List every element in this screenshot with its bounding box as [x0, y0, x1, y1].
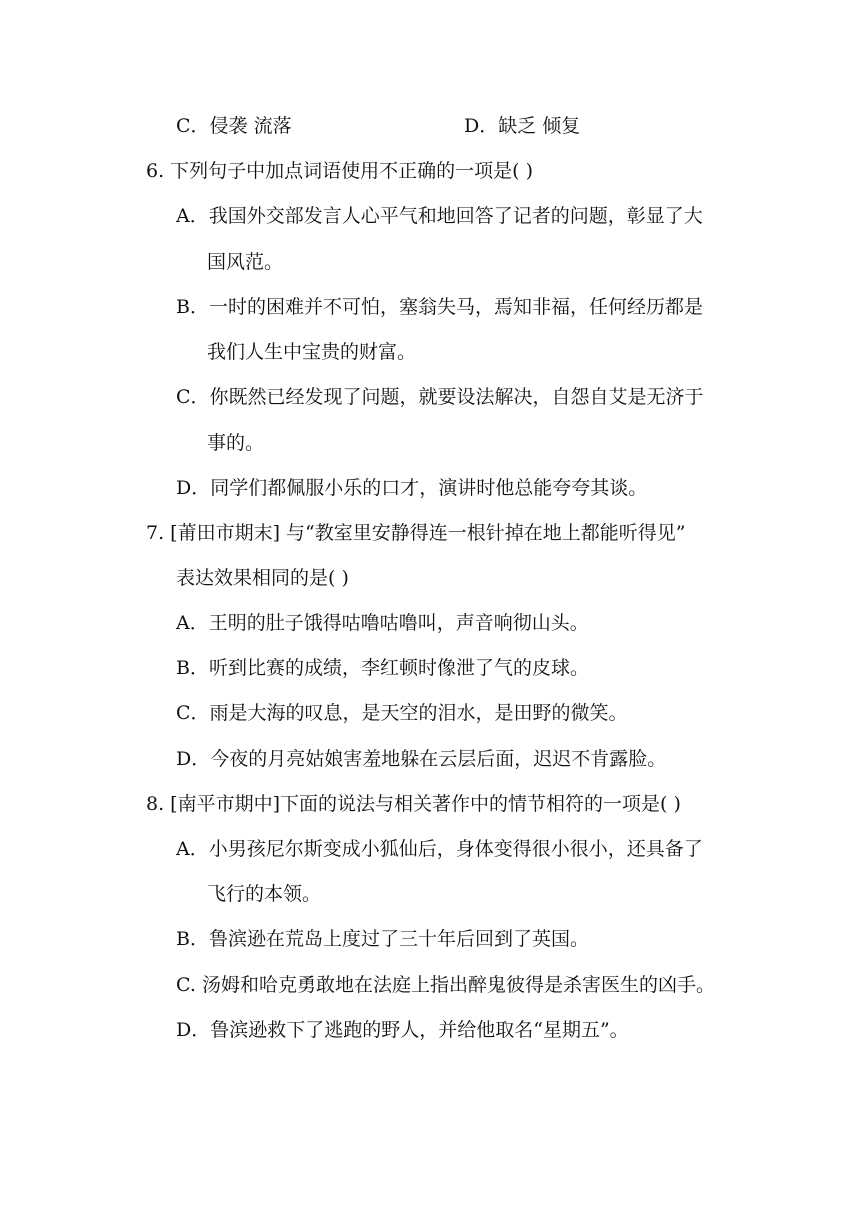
- option-6b-cont: 我们人生中宝贵的财富。: [207, 341, 417, 363]
- option-7a: A．王明的肚子饿得咕噜咕噜叫，声音响彻山头。: [176, 612, 589, 634]
- question-6-stem: 6. 下列句子中加点词语使用不正确的一项是( ): [146, 160, 534, 182]
- option-6b: B．一时的困难并不可怕，塞翁失马，焉知非福，任何经历都是: [176, 296, 703, 318]
- option-8b: B．鲁滨逊在荒岛上度过了三十年后回到了英国。: [176, 928, 589, 950]
- question-7-stem-cont: 表达效果相同的是( ): [176, 567, 349, 589]
- option-6c: C．你既然已经发现了问题，就要设法解决，自怨自艾是无济于: [176, 386, 704, 408]
- option-8a-cont: 飞行的本领。: [207, 883, 322, 905]
- option-8d: D．鲁滨逊救下了逃跑的野人，并给他取名“星期五”。: [176, 1019, 629, 1041]
- option-7c: C．雨是大海的叹息，是天空的泪水，是田野的微笑。: [176, 702, 628, 724]
- option-6d: D．同学们都佩服小乐的口才，演讲时他总能夸夸其谈。: [176, 477, 648, 499]
- option-8c: C. 汤姆和哈克勇敢地在法庭上指出醉鬼彼得是杀害医生的凶手。: [176, 974, 715, 996]
- option-7b: B．听到比赛的成绩，李红顿时像泄了气的皮球。: [176, 657, 589, 679]
- option-7d: D．今夜的月亮姑娘害羞地躲在云层后面，迟迟不肯露脸。: [176, 748, 667, 770]
- question-8-stem: 8. [南平市期中]下面的说法与相关著作中的情节相符的一项是( ): [146, 793, 681, 815]
- option-6c-cont: 事的。: [207, 432, 265, 454]
- option-8a: A．小男孩尼尔斯变成小狐仙后，身体变得很小很小，还具备了: [176, 838, 703, 860]
- option-6a: A．我国外交部发言人心平气和地回答了记者的问题，彰显了大: [176, 205, 703, 227]
- option-6a-cont: 国风范。: [207, 251, 284, 273]
- question-7-stem: 7. [莆田市期末] 与“教室里安静得连一根针掉在地上都能听得见”: [146, 522, 686, 544]
- option-5d: D．缺乏 倾复: [464, 115, 581, 137]
- option-5c: C．侵袭 流落: [176, 115, 292, 137]
